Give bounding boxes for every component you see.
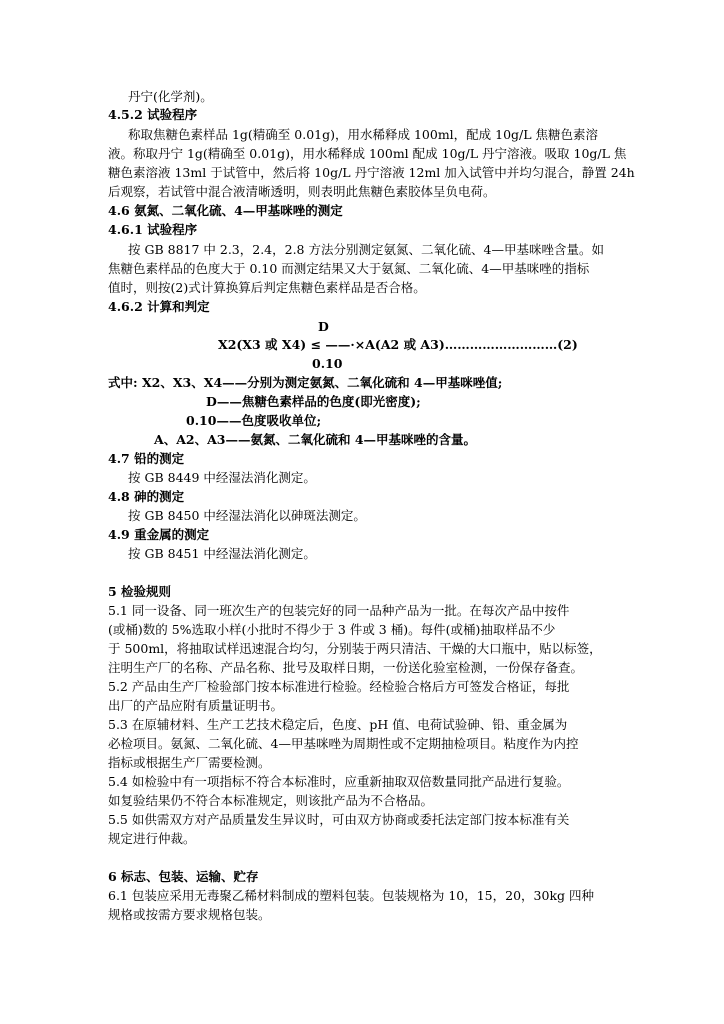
section-heading-4-7: 4.7 铅的测定: [108, 451, 185, 466]
formula-main: X2(X3 或 X4) ≤ ——·×A(A2 或 A3)………………………(2): [218, 337, 578, 352]
where-line: 0.10——色度吸收单位;: [186, 413, 322, 428]
paragraph-line: 5.4 如检验中有一项指标不符合本标准时，应重新抽取双倍数量同批产品进行复验。: [108, 774, 570, 789]
formula-numerator: D: [318, 319, 329, 334]
section-heading-4-6-1: 4.6.1 试验程序: [108, 222, 198, 237]
paragraph-line: 于 500ml，将抽取试样迅速混合均匀，分别装于两只清洁、干燥的大口瓶中，贴以标签，: [108, 641, 602, 656]
paragraph-line: 称取焦糖色素样品 1g(精确至 0.01g)，用水稀释成 100ml，配成 10g/L 焦糖色素溶: [128, 127, 599, 142]
paragraph-line: 按 GB 8451 中经湿法消化测定。: [128, 546, 316, 561]
paragraph-line: 出厂的产品应附有质量证明书。: [108, 698, 284, 713]
text-line: 丹宁(化学剂)。: [128, 89, 213, 104]
paragraph-line: 必检项目。氨氮、二氧化硫、4—甲基咪唑为周期性或不定期抽检项目。粘度作为内控: [108, 736, 579, 751]
where-line: A、A2、A3——氨氮、二氧化硫和 4—甲基咪唑的含量。: [154, 432, 477, 447]
paragraph-line: 5.1 同一设备、同一班次生产的包装完好的同一品种产品为一批。在每次产品中按件: [108, 603, 570, 618]
paragraph-line: 5.5 如供需双方对产品质量发生异议时，可由双方协商或委托法定部门按本标准有关: [108, 812, 570, 827]
paragraph-line: 糖色素溶液 13ml 于试管中，然后将 10g/L 丹宁溶液 12ml 加入试管中并均匀混合，静置 24h: [108, 165, 635, 180]
paragraph-line: 5.2 产品由生产厂检验部门按本标准进行检验。经检验合格后方可签发合格证，每批: [108, 679, 570, 694]
paragraph-line: 值时，则按(2)式计算换算后判定焦糖色素样品是否合格。: [108, 280, 426, 295]
section-heading-4-9: 4.9 重金属的测定: [108, 527, 210, 542]
paragraph-line: 如复验结果仍不符合本标准规定，则该批产品为不合格品。: [108, 793, 434, 808]
section-heading-5: 5 检验规则: [108, 584, 172, 599]
where-line: 式中: X2、X3、X4——分别为测定氨氮、二氧化硫和 4—甲基咪唑值;: [108, 375, 503, 390]
section-heading-6: 6 标志、包装、运输、贮存: [108, 869, 259, 884]
paragraph-line: 指标或根据生产厂需要检测。: [108, 755, 271, 770]
section-heading-4-8: 4.8 砷的测定: [108, 489, 185, 504]
paragraph-line: 6.1 包装应采用无毒聚乙稀材料制成的塑料包装。包装规格为 10，15，20，30kg 四种: [108, 888, 594, 903]
paragraph-line: 规格或按需方要求规格包装。: [108, 907, 271, 922]
paragraph-line: 按 GB 8817 中 2.3，2.4，2.8 方法分别测定氨氮、二氧化硫、4—甲基咪唑含量。如: [128, 242, 604, 257]
section-heading-4-5-2: 4.5.2 试验程序: [108, 107, 198, 122]
paragraph-line: 按 GB 8450 中经湿法消化以砷斑法测定。: [128, 508, 366, 523]
paragraph-line: 规定进行仲裁。: [108, 831, 196, 846]
paragraph-line: 液。称取丹宁 1g(精确至 0.01g)，用水稀释成 100ml 配成 10g/L 丹宁溶液。吸取 10g/L 焦: [108, 146, 627, 161]
paragraph-line: 按 GB 8449 中经湿法消化测定。: [128, 470, 316, 485]
paragraph-line: (或桶)数的 5%选取小样(小批时不得少于 3 件或 3 桶)。每件(或桶)抽取样品不少: [108, 622, 556, 637]
paragraph-line: 后观察，若试管中混合液清晰透明，则表明此焦糖色素胶体呈负电荷。: [108, 184, 496, 199]
section-heading-4-6-2: 4.6.2 计算和判定: [108, 299, 210, 314]
paragraph-line: 5.3 在原辅材料、生产工艺技术稳定后，色度、pH 值、电荷试验砷、铅、重金属为: [108, 717, 568, 732]
section-heading-4-6: 4.6 氨氮、二氧化硫、4—甲基咪唑的测定: [108, 203, 343, 218]
formula-denominator: 0.10: [312, 356, 343, 371]
where-line: D——焦糖色素样品的色度(即光密度);: [206, 394, 421, 409]
paragraph-line: 注明生产厂的名称、产品名称、批号及取样日期，一份送化验室检测，一份保存备查。: [108, 660, 584, 675]
paragraph-line: 焦糖色素样品的色度大于 0.10 而测定结果又大于氨氮、二氧化硫、4—甲基咪唑的指标: [108, 261, 590, 276]
